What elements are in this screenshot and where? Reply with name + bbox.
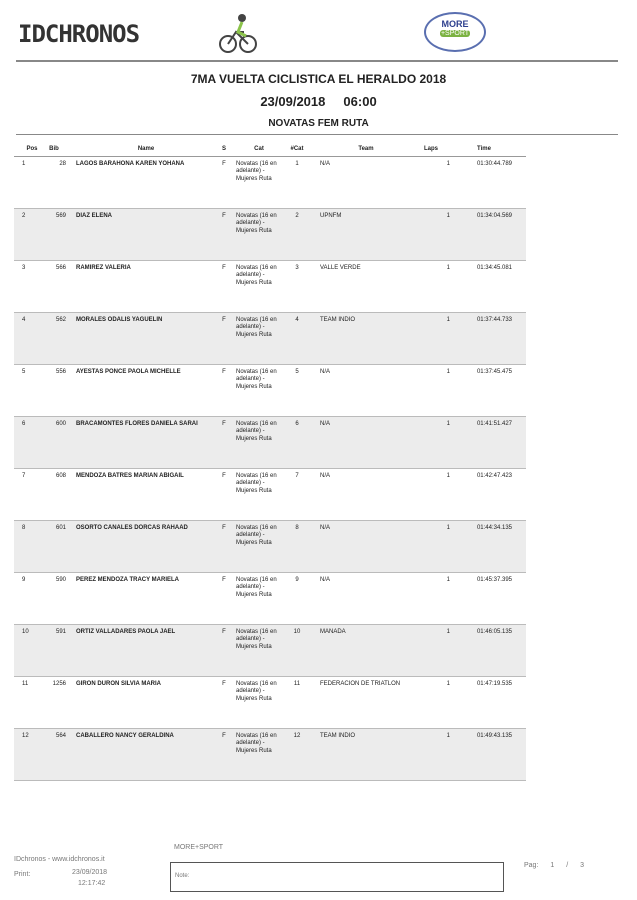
table-row [14, 624, 526, 676]
cell-sex: F [216, 676, 232, 728]
cell-pos: 10 [14, 624, 42, 676]
cell-category: Novatas (16 en adelante) - Mujeres Ruta [232, 572, 282, 624]
cell-bib: 590 [42, 572, 74, 624]
cell-pos-cat: 4 [282, 312, 312, 364]
cell-time: 01:37:45.475 [456, 364, 526, 416]
cell-bib: 566 [42, 260, 74, 312]
table-row [14, 572, 526, 624]
cell-bib: 562 [42, 312, 74, 364]
cell-team: N/A [312, 520, 412, 572]
cell-laps: 1 [412, 260, 456, 312]
table-header-row [14, 142, 526, 156]
cell-bib: 569 [42, 208, 74, 260]
table-row [14, 520, 526, 572]
column-header-pos-cat: #Cat [282, 142, 312, 156]
cell-pos: 9 [14, 572, 42, 624]
page-indicator [524, 862, 594, 869]
cell-bib: 601 [42, 520, 74, 572]
table-row [14, 468, 526, 520]
cell-time: 01:37:44.733 [456, 312, 526, 364]
table-row [14, 208, 526, 260]
cell-name: GIRON DURON SILVIA MARIA [74, 676, 216, 728]
cell-category: Novatas (16 en adelante) - Mujeres Ruta [232, 312, 282, 364]
cell-team: VALLE VERDE [312, 260, 412, 312]
page-label: Pag: [524, 862, 539, 869]
cell-category: Novatas (16 en adelante) - Mujeres Ruta [232, 624, 282, 676]
cell-laps: 1 [412, 312, 456, 364]
table-row [14, 416, 526, 468]
cell-time: 01:47:19.535 [456, 676, 526, 728]
cell-pos: 12 [14, 728, 42, 780]
cell-bib: 591 [42, 624, 74, 676]
category-title: NOVATAS FEM RUTA [268, 118, 369, 129]
event-datetime: 23/09/2018 06:00 [260, 94, 377, 109]
cell-sex: F [216, 728, 232, 780]
cell-sex: F [216, 156, 232, 208]
event-title: 7MA VUELTA CICLISTICA EL HERALDO 2018 [190, 72, 447, 86]
cell-team: UPNFM [312, 208, 412, 260]
cell-name: OSORTO CANALES DORCAS RAHAAD [74, 520, 216, 572]
cell-time: 01:45:37.395 [456, 572, 526, 624]
cell-pos-cat: 5 [282, 364, 312, 416]
cell-pos: 11 [14, 676, 42, 728]
cell-laps: 1 [412, 156, 456, 208]
note-label: Note: [175, 873, 190, 879]
footer-print-label: Print: [14, 871, 31, 878]
page-current: 1 [550, 862, 555, 869]
cell-name: MORALES ODALIS YAGUELIN [74, 312, 216, 364]
column-header-sex: S [216, 142, 232, 156]
cell-laps: 1 [412, 572, 456, 624]
header-divider [16, 60, 618, 62]
cell-team: N/A [312, 156, 412, 208]
idchronos-logo: IDCHRONOS [18, 20, 140, 48]
cell-team: FEDERACION DE TRIATLON [312, 676, 412, 728]
cell-pos: 3 [14, 260, 42, 312]
cell-pos-cat: 3 [282, 260, 312, 312]
cell-pos: 4 [14, 312, 42, 364]
cell-name: AYESTAS PONCE PAOLA MICHELLE [74, 364, 216, 416]
page-separator: / [566, 862, 569, 869]
cell-team: N/A [312, 468, 412, 520]
results-body [14, 156, 526, 780]
column-header-time: Time [456, 142, 526, 156]
results-table [14, 142, 526, 781]
column-header-name: Name [74, 142, 216, 156]
cell-pos: 1 [14, 156, 42, 208]
cell-time: 01:42:47.423 [456, 468, 526, 520]
cell-time: 01:41:51.427 [456, 416, 526, 468]
cell-pos: 5 [14, 364, 42, 416]
cell-category: Novatas (16 en adelante) - Mujeres Ruta [232, 260, 282, 312]
cell-laps: 1 [412, 416, 456, 468]
column-header-cat: Cat [232, 142, 282, 156]
cell-pos-cat: 9 [282, 572, 312, 624]
cell-sex: F [216, 468, 232, 520]
cell-pos-cat: 12 [282, 728, 312, 780]
cell-sex: F [216, 260, 232, 312]
page-total: 3 [580, 862, 585, 869]
cell-laps: 1 [412, 364, 456, 416]
cell-team: TEAM INDIO [312, 312, 412, 364]
cell-laps: 1 [412, 728, 456, 780]
report-header [14, 8, 620, 62]
title-divider [16, 134, 618, 135]
column-header-laps: Laps [412, 142, 456, 156]
cell-pos-cat: 11 [282, 676, 312, 728]
cell-sex: F [216, 416, 232, 468]
cell-time: 01:49:43.135 [456, 728, 526, 780]
column-header-bib: Bib [42, 142, 74, 156]
cell-pos-cat: 7 [282, 468, 312, 520]
cell-category: Novatas (16 en adelante) - Mujeres Ruta [232, 416, 282, 468]
table-row [14, 728, 526, 780]
cell-sex: F [216, 208, 232, 260]
cell-sex: F [216, 312, 232, 364]
cell-team: N/A [312, 364, 412, 416]
cell-team: N/A [312, 416, 412, 468]
cell-bib: 28 [42, 156, 74, 208]
cell-bib: 608 [42, 468, 74, 520]
cell-laps: 1 [412, 520, 456, 572]
cell-sex: F [216, 520, 232, 572]
cell-team: MANADA [312, 624, 412, 676]
table-row [14, 156, 526, 208]
cell-name: PEREZ MENDOZA TRACY MARIELA [74, 572, 216, 624]
column-header-team: Team [312, 142, 412, 156]
cell-category: Novatas (16 en adelante) - Mujeres Ruta [232, 520, 282, 572]
cell-category: Novatas (16 en adelante) - Mujeres Ruta [232, 156, 282, 208]
cell-pos-cat: 6 [282, 416, 312, 468]
cell-team: TEAM INDIO [312, 728, 412, 780]
cell-name: CABALLERO NANCY GERALDINA [74, 728, 216, 780]
column-header-pos: Pos [14, 142, 42, 156]
cell-bib: 1256 [42, 676, 74, 728]
footer-brand: MORE+SPORT [174, 844, 224, 851]
note-box [170, 862, 504, 892]
cell-category: Novatas (16 en adelante) - Mujeres Ruta [232, 364, 282, 416]
cell-time: 01:44:34.135 [456, 520, 526, 572]
cell-name: LAGOS BARAHONA KAREN YOHANA [74, 156, 216, 208]
cell-pos-cat: 8 [282, 520, 312, 572]
table-row [14, 676, 526, 728]
cell-laps: 1 [412, 624, 456, 676]
cell-pos-cat: 1 [282, 156, 312, 208]
cell-category: Novatas (16 en adelante) - Mujeres Ruta [232, 676, 282, 728]
cell-time: 01:30:44.789 [456, 156, 526, 208]
cell-name: DIAZ ELENA [74, 208, 216, 260]
cell-laps: 1 [412, 676, 456, 728]
cell-sex: F [216, 364, 232, 416]
cell-name: BRACAMONTES FLORES DANIELA SARAI [74, 416, 216, 468]
cell-name: ORTIZ VALLADARES PAOLA JAEL [74, 624, 216, 676]
cell-pos: 2 [14, 208, 42, 260]
cell-team: N/A [312, 572, 412, 624]
cell-name: RAMIREZ VALERIA [74, 260, 216, 312]
cell-name: MENDOZA BATRES MARIAN ABIGAIL [74, 468, 216, 520]
cell-bib: 564 [42, 728, 74, 780]
cyclist-icon [218, 10, 258, 56]
cell-laps: 1 [412, 208, 456, 260]
cell-time: 01:46:05.135 [456, 624, 526, 676]
cell-category: Novatas (16 en adelante) - Mujeres Ruta [232, 728, 282, 780]
cell-pos-cat: 10 [282, 624, 312, 676]
cell-bib: 600 [42, 416, 74, 468]
footer-print-date: 23/09/2018 [72, 869, 108, 876]
cell-pos: 7 [14, 468, 42, 520]
cell-time: 01:34:45.081 [456, 260, 526, 312]
footer-site: IDchronos - www.idchronos.it [14, 856, 105, 863]
cell-bib: 556 [42, 364, 74, 416]
more-sport-logo: MORE +SPORT [424, 12, 486, 52]
cell-pos-cat: 2 [282, 208, 312, 260]
cell-sex: F [216, 572, 232, 624]
table-row [14, 260, 526, 312]
cell-laps: 1 [412, 468, 456, 520]
cell-pos: 8 [14, 520, 42, 572]
cell-sex: F [216, 624, 232, 676]
footer-print-time: 12:17:42 [78, 880, 106, 887]
table-row [14, 364, 526, 416]
cell-time: 01:34:04.569 [456, 208, 526, 260]
cell-pos: 6 [14, 416, 42, 468]
cell-category: Novatas (16 en adelante) - Mujeres Ruta [232, 208, 282, 260]
table-row [14, 312, 526, 364]
cell-category: Novatas (16 en adelante) - Mujeres Ruta [232, 468, 282, 520]
